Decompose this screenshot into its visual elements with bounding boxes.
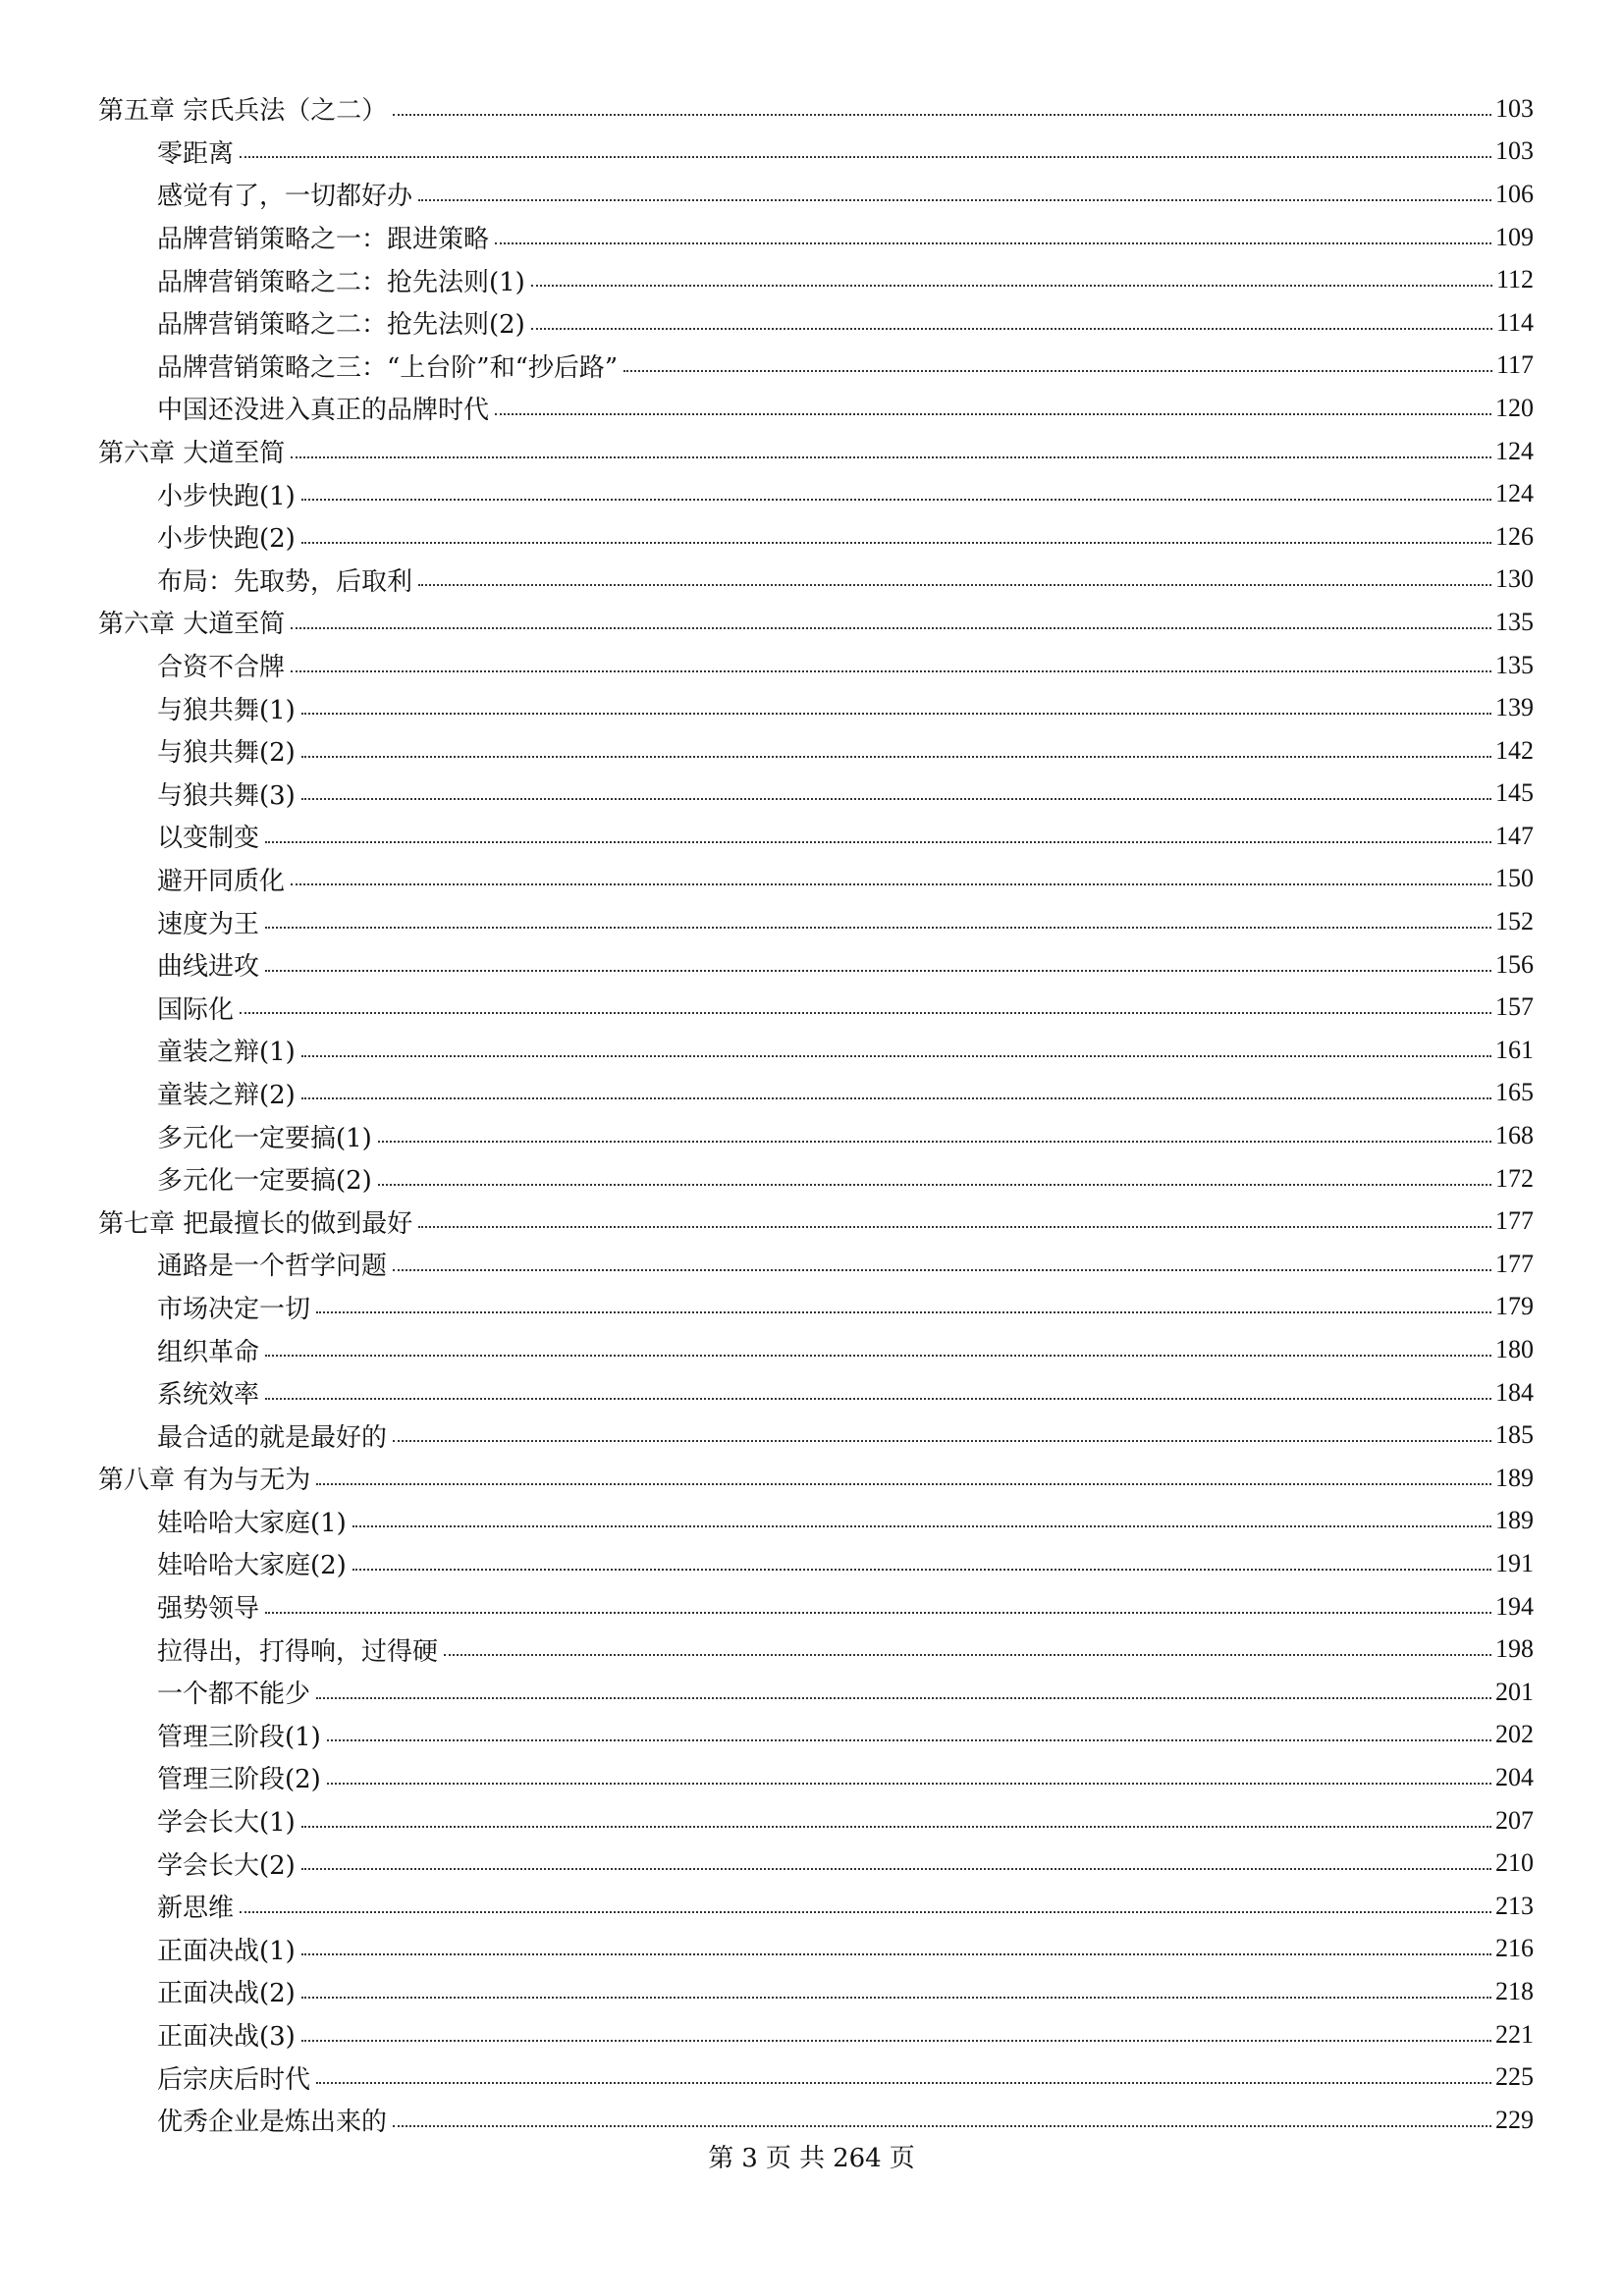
toc-entry-page-number: 114	[1495, 307, 1534, 337]
toc-section-row[interactable]	[98, 258, 1534, 301]
toc-entry-title: 管理三阶段(1)	[157, 1717, 327, 1753]
footer-current-page: 3	[741, 2144, 758, 2173]
toc-entry-title: 中国还没进入真正的品牌时代	[157, 390, 495, 426]
toc-entry-page-number: 225	[1495, 2062, 1534, 2092]
toc-section-row[interactable]	[98, 1414, 1534, 1457]
toc-entry-page-number: 179	[1495, 1292, 1534, 1321]
toc-entry-page-number: 185	[1495, 1420, 1534, 1450]
dot-leader	[418, 199, 1491, 201]
dot-leader	[378, 1184, 1491, 1186]
dot-leader	[291, 456, 1491, 458]
toc-section-row[interactable]	[98, 729, 1534, 773]
toc-entry-title: 品牌营销策略之二：抢先法则(2)	[157, 304, 531, 341]
toc-section-row[interactable]	[98, 858, 1534, 901]
toc-entry-page-number: 177	[1495, 1206, 1534, 1236]
dot-leader	[265, 927, 1491, 929]
toc-section-row[interactable]	[98, 1756, 1534, 1799]
toc-entry-page-number: 218	[1495, 1976, 1534, 2005]
toc-entry-title: 品牌营销策略之三：“上台阶”和“抄后路”	[157, 347, 623, 384]
toc-entry-title: 学会长大(1)	[157, 1802, 301, 1839]
dot-leader	[301, 1997, 1491, 1999]
toc-entry-page-number: 152	[1495, 907, 1534, 936]
dot-leader	[301, 756, 1491, 758]
toc-entry-title: 一个都不能少	[157, 1674, 316, 1710]
toc-section-row[interactable]	[98, 1243, 1534, 1286]
dot-leader	[301, 1868, 1491, 1870]
toc-entry-page-number: 142	[1495, 735, 1534, 765]
toc-entry-page-number: 216	[1495, 1934, 1534, 1963]
dot-leader	[240, 156, 1491, 158]
toc-entry-title: 国际化	[157, 989, 240, 1026]
footer-prefix: 第	[708, 2144, 734, 2173]
toc-entry-page-number: 103	[1495, 93, 1534, 123]
toc-entry-page-number: 168	[1495, 1121, 1534, 1150]
footer-suffix: 页	[889, 2144, 915, 2173]
dot-leader	[418, 1226, 1491, 1228]
dot-leader	[265, 1612, 1491, 1614]
toc-entry-title: 以变制变	[157, 818, 265, 854]
dot-leader	[531, 285, 1492, 287]
dot-leader	[265, 970, 1491, 972]
toc-section-row[interactable]	[98, 1885, 1534, 1928]
dot-leader	[393, 1269, 1491, 1271]
toc-entry-page-number: 189	[1495, 1506, 1534, 1535]
toc-entry-title: 曲线进攻	[157, 946, 265, 983]
dot-leader	[301, 1826, 1491, 1828]
dot-leader	[301, 499, 1491, 501]
toc-section-row[interactable]	[98, 815, 1534, 858]
toc-entry-title: 第五章 宗氏兵法（之二）	[98, 90, 393, 127]
dot-leader	[352, 1569, 1491, 1571]
dot-leader	[265, 841, 1491, 843]
toc-section-row[interactable]	[98, 1671, 1534, 1714]
toc-section-row[interactable]	[98, 559, 1534, 602]
toc-entry-title: 第六章 大道至简	[98, 433, 291, 469]
toc-entry-page-number: 161	[1495, 1035, 1534, 1064]
toc-section-row[interactable]	[98, 1072, 1534, 1115]
toc-entry-page-number: 103	[1495, 136, 1534, 166]
dot-leader	[291, 883, 1491, 885]
toc-entry-page-number: 156	[1495, 949, 1534, 979]
toc-section-row[interactable]	[98, 1585, 1534, 1629]
toc-entry-title: 感觉有了，一切都好办	[157, 176, 418, 212]
toc-chapter-row[interactable]	[98, 430, 1534, 473]
toc-entry-title: 第八章 有为与无为	[98, 1460, 316, 1496]
toc-entry-page-number: 117	[1495, 350, 1534, 380]
toc-entry-page-number: 124	[1495, 479, 1534, 508]
toc-section-row[interactable]	[98, 943, 1534, 987]
toc-entry-page-number: 124	[1495, 436, 1534, 465]
dot-leader	[265, 1398, 1491, 1400]
toc-entry-page-number: 126	[1495, 521, 1534, 551]
toc-entry-title: 正面决战(1)	[157, 1931, 301, 1967]
dot-leader	[301, 2040, 1491, 2042]
dot-leader	[240, 1911, 1491, 1913]
toc-entry-title: 拉得出，打得响，过得硬	[157, 1631, 444, 1668]
footer-mid: 页 共	[765, 2144, 826, 2173]
toc-entry-page-number: 213	[1495, 1891, 1534, 1920]
toc-entry-title: 娃哈哈大家庭(1)	[157, 1503, 352, 1539]
toc-entry-title: 后宗庆后时代	[157, 2059, 316, 2096]
toc-entry-page-number: 198	[1495, 1634, 1534, 1664]
toc-entry-title: 小步快跑(1)	[157, 476, 301, 512]
toc-section-row[interactable]	[98, 131, 1534, 174]
dot-leader	[316, 1483, 1491, 1485]
toc-entry-title: 学会长大(2)	[157, 1845, 301, 1882]
toc-section-row[interactable]	[98, 472, 1534, 515]
toc-section-row[interactable]	[98, 1842, 1534, 1885]
dot-leader	[301, 713, 1491, 715]
toc-entry-page-number: 229	[1495, 2105, 1534, 2134]
toc-chapter-row[interactable]	[98, 1200, 1534, 1243]
toc-entry-title: 多元化一定要搞(1)	[157, 1118, 378, 1154]
toc-chapter-row[interactable]	[98, 601, 1534, 644]
toc-section-row[interactable]	[98, 1114, 1534, 1157]
toc-entry-page-number: 189	[1495, 1463, 1534, 1492]
toc-entry-page-number: 180	[1495, 1335, 1534, 1364]
toc-entry-title: 组织革命	[157, 1332, 265, 1368]
dot-leader	[316, 1311, 1491, 1313]
toc-section-row[interactable]	[98, 1928, 1534, 1971]
toc-entry-page-number: 194	[1495, 1591, 1534, 1621]
toc-entry-page-number: 207	[1495, 1805, 1534, 1835]
dot-leader	[301, 1097, 1491, 1099]
toc-entry-title: 零距离	[157, 133, 240, 170]
toc-section-row[interactable]	[98, 345, 1534, 388]
toc-entry-page-number: 139	[1495, 693, 1534, 722]
toc-entry-page-number: 112	[1495, 265, 1534, 294]
toc-entry-page-number: 157	[1495, 992, 1534, 1022]
dot-leader	[301, 1953, 1491, 1955]
toc-entry-page-number: 202	[1495, 1720, 1534, 1749]
dot-leader	[378, 1141, 1491, 1143]
table-of-contents	[98, 87, 1534, 2142]
toc-entry-title: 童装之辩(2)	[157, 1075, 301, 1111]
toc-entry-title: 布局：先取势，后取利	[157, 561, 418, 598]
toc-section-row[interactable]	[98, 1500, 1534, 1543]
toc-entry-title: 正面决战(3)	[157, 2016, 301, 2053]
toc-entry-title: 与狼共舞(1)	[157, 690, 301, 726]
toc-section-row[interactable]	[98, 1286, 1534, 1329]
toc-entry-page-number: 177	[1495, 1249, 1534, 1278]
toc-entry-page-number: 172	[1495, 1163, 1534, 1193]
toc-section-row[interactable]	[98, 1157, 1534, 1201]
dot-leader	[444, 1654, 1491, 1656]
toc-section-row[interactable]	[98, 216, 1534, 259]
dot-leader	[240, 1012, 1491, 1014]
toc-entry-title: 与狼共舞(2)	[157, 732, 301, 769]
dot-leader	[418, 584, 1491, 586]
toc-entry-title: 优秀企业是炼出来的	[157, 2102, 393, 2138]
toc-entry-title: 品牌营销策略之二：抢先法则(1)	[157, 262, 531, 298]
toc-entry-title: 与狼共舞(3)	[157, 775, 301, 812]
toc-entry-page-number: 191	[1495, 1548, 1534, 1577]
toc-entry-title: 强势领导	[157, 1588, 265, 1625]
dot-leader	[623, 370, 1492, 372]
toc-entry-title: 品牌营销策略之一：跟进策略	[157, 219, 495, 255]
toc-section-row[interactable]	[98, 986, 1534, 1029]
toc-entry-title: 市场决定一切	[157, 1289, 316, 1325]
toc-entry-page-number: 184	[1495, 1377, 1534, 1407]
toc-entry-page-number: 221	[1495, 2019, 1534, 2049]
toc-section-row[interactable]	[98, 1371, 1534, 1415]
toc-entry-title: 小步快跑(2)	[157, 518, 301, 555]
dot-leader	[301, 798, 1491, 800]
toc-entry-title: 速度为王	[157, 904, 265, 940]
toc-section-row[interactable]	[98, 644, 1534, 687]
toc-entry-title: 通路是一个哲学问题	[157, 1246, 393, 1282]
toc-entry-title: 娃哈哈大家庭(2)	[157, 1545, 352, 1581]
toc-chapter-row[interactable]	[98, 87, 1534, 131]
toc-section-row[interactable]	[98, 686, 1534, 729]
toc-entry-title: 合资不合牌	[157, 647, 291, 683]
dot-leader	[352, 1525, 1491, 1527]
toc-section-row[interactable]	[98, 387, 1534, 430]
toc-section-row[interactable]	[98, 173, 1534, 216]
toc-entry-title: 避开同质化	[157, 861, 291, 897]
toc-section-row[interactable]	[98, 1799, 1534, 1842]
toc-entry-page-number: 201	[1495, 1677, 1534, 1706]
toc-section-row[interactable]	[98, 515, 1534, 559]
toc-entry-page-number: 109	[1495, 222, 1534, 251]
toc-section-row[interactable]	[98, 1328, 1534, 1371]
toc-entry-page-number: 106	[1495, 179, 1534, 208]
toc-section-row[interactable]	[98, 2013, 1534, 2056]
toc-entry-page-number: 150	[1495, 864, 1534, 893]
toc-section-row[interactable]	[98, 301, 1534, 345]
dot-leader	[327, 1739, 1491, 1741]
dot-leader	[316, 2082, 1491, 2084]
dot-leader	[316, 1697, 1491, 1699]
dot-leader	[301, 1055, 1491, 1057]
dot-leader	[393, 2125, 1491, 2127]
dot-leader	[291, 627, 1491, 629]
toc-entry-page-number: 204	[1495, 1762, 1534, 1791]
page-footer	[0, 2138, 1623, 2174]
dot-leader	[495, 413, 1491, 415]
toc-entry-title: 第六章 大道至简	[98, 604, 291, 640]
toc-entry-title: 系统效率	[157, 1374, 265, 1411]
toc-chapter-row[interactable]	[98, 1457, 1534, 1500]
toc-entry-title: 最合适的就是最好的	[157, 1417, 393, 1454]
dot-leader	[393, 114, 1491, 116]
dot-leader	[393, 1440, 1491, 1442]
dot-leader	[301, 542, 1491, 544]
toc-section-row[interactable]	[98, 1628, 1534, 1671]
dot-leader	[327, 1783, 1491, 1785]
toc-section-row[interactable]	[98, 900, 1534, 943]
toc-section-row[interactable]	[98, 1542, 1534, 1585]
toc-entry-title: 管理三阶段(2)	[157, 1759, 327, 1795]
toc-entry-title: 童装之辩(1)	[157, 1032, 301, 1068]
toc-entry-title: 多元化一定要搞(2)	[157, 1160, 378, 1197]
toc-section-row[interactable]	[98, 1970, 1534, 2013]
footer-total-pages: 264	[833, 2144, 882, 2173]
toc-section-row[interactable]	[98, 2099, 1534, 2142]
toc-section-row[interactable]	[98, 1714, 1534, 1757]
dot-leader	[291, 670, 1491, 672]
toc-section-row[interactable]	[98, 773, 1534, 816]
toc-section-row[interactable]	[98, 1029, 1534, 1072]
toc-section-row[interactable]	[98, 2056, 1534, 2099]
toc-entry-title: 正面决战(2)	[157, 1973, 301, 2009]
toc-entry-title: 第七章 把最擅长的做到最好	[98, 1203, 418, 1240]
toc-entry-page-number: 147	[1495, 821, 1534, 850]
toc-entry-page-number: 130	[1495, 564, 1534, 594]
toc-entry-page-number: 135	[1495, 607, 1534, 636]
toc-entry-page-number: 210	[1495, 1848, 1534, 1878]
dot-leader	[495, 242, 1491, 244]
dot-leader	[531, 328, 1492, 330]
toc-entry-title: 新思维	[157, 1888, 240, 1924]
toc-entry-page-number: 165	[1495, 1078, 1534, 1107]
toc-entry-page-number: 145	[1495, 778, 1534, 808]
dot-leader	[265, 1355, 1491, 1357]
toc-entry-page-number: 135	[1495, 650, 1534, 679]
toc-entry-page-number: 120	[1495, 393, 1534, 422]
